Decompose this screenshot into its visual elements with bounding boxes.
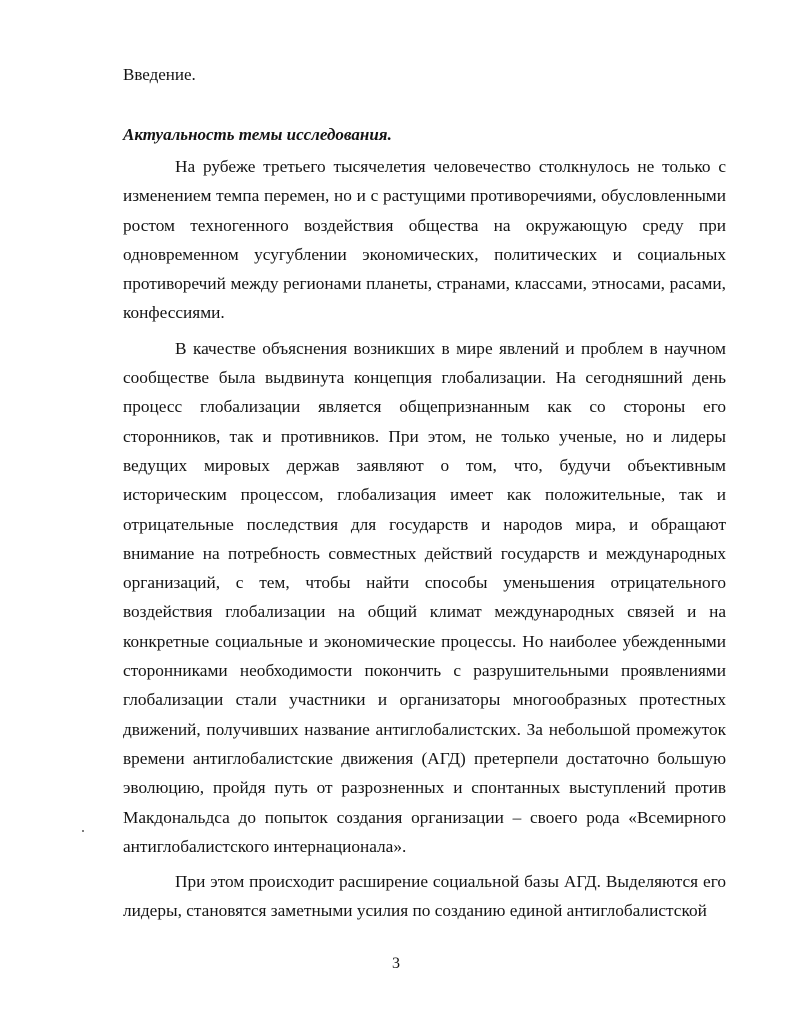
paragraph-3: При этом происходит расширение социальной базы АГД. Выделяются его лидеры, становятся заметными усилия по созданию единой антиглобалистской — [123, 872, 726, 921]
section-heading: Актуальность темы исследования. — [123, 125, 392, 144]
scan-speck — [82, 830, 84, 832]
section-label: Введение. — [123, 65, 196, 84]
body-text — [123, 152, 726, 932]
paragraph-2: В качестве объяснения возникших в мире явлений и проблем в научном сообществе была выдвинута концепция глобализации. На сегодняшний день процесс глобализации является общепризнанным как со стороны его сторонников, так и противников. При этом, не только ученые, но и лидеры ведущих мировых держав заявляют о том, что, будучи объективным историческим процессом, глобализация имеет как положительные, так и отрицательные последствия для государств и народов мира, и обращают внимание на потребность совместных действий государств и международных организаций, с тем, чтобы найти способы уменьшения отрицательного воздействия глобализации на общий климат международных связей и на конкретные социальные и экономические процессы. Но наиболее убежденными сторонниками необходимости покончить с разрушительными проявлениями глобализации стали участники и организаторы многообразных протестных движений, получивших название антиглобалистских. За небольшой промежуток времени антиглобалистские движения (АГД) претерпели достаточно большую эволюцию, пройдя путь от разрозненных и спонтанных выступлений против Макдональдса до попыток создания организации – своего рода «Всемирного антиглобалистского интернационала». — [123, 338, 726, 856]
page-number: 3 — [392, 955, 400, 972]
paragraph-1: На рубеже третьего тысячелетия человечество столкнулось не только с изменением темпа перемен, но и с растущими противоречиями, обусловленными ростом техногенного воздействия общества на окружающую среду при одновременном усугублении экономических, политических и социальных противоречий между регионами планеты, странами, классами, этносами, расами, конфессиями. — [123, 157, 726, 323]
